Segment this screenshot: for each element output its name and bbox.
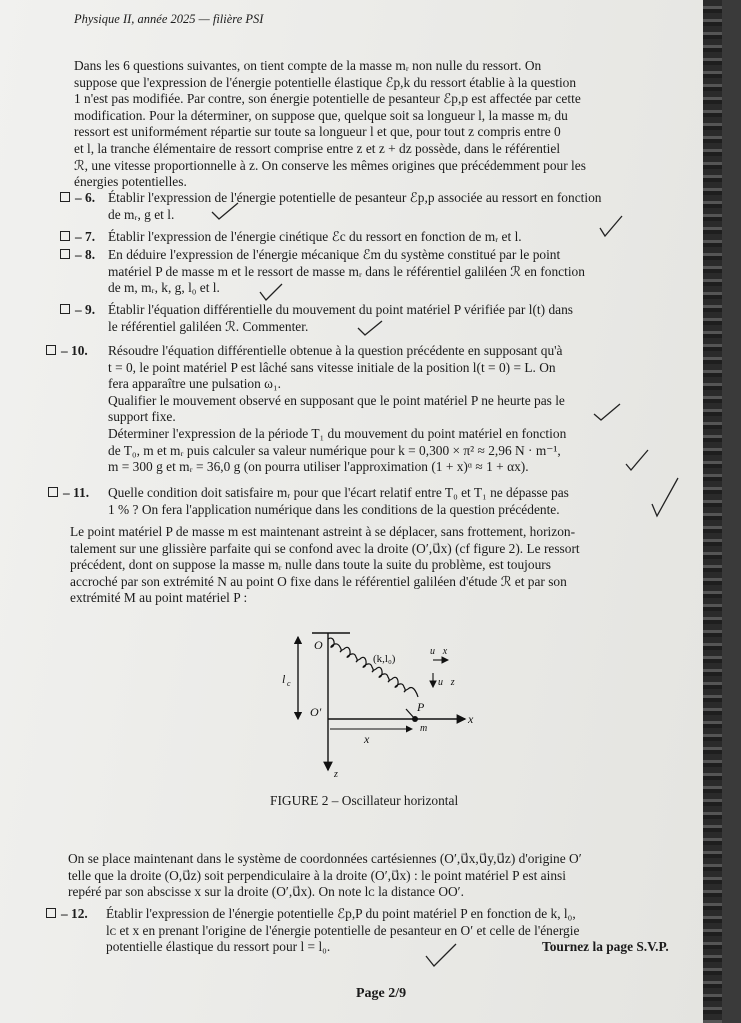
check-mark-icon (592, 400, 622, 422)
question-line: Établir l'expression de l'énergie cinétique ℰc du ressort en fonction de mᵣ et l. (108, 229, 522, 244)
paragraph-line: On se place maintenant dans le système de coordonnées cartésiennes (O′,u⃗x,u⃗y,u⃗z) d'origine O′ (68, 851, 582, 866)
checkbox-icon (60, 231, 70, 241)
question-number: – 7. (75, 229, 96, 244)
mass-point (412, 716, 418, 722)
question-line: de mᵣ, g et l. (108, 206, 175, 222)
question-11 (48, 485, 569, 517)
paragraph-line: accroché par son extrémité N au point O fixe dans le référentiel galiléen d'étude ℛ et par son (70, 573, 567, 589)
question-line: m = 300 g et mᵣ = 36,0 g (on pourra utiliser l'approximation (1 + x)ᵅ ≈ 1 + αx). (108, 459, 529, 475)
check-mark-icon (210, 200, 240, 222)
question-line: le référentiel galiléen ℛ. Commenter. (108, 318, 309, 334)
question-line: Établir l'expression de l'énergie potentielle de pesanteur ℰp,p associée au ressort en fonction (108, 190, 602, 205)
label-ux: u⃗x (430, 646, 448, 657)
question-line: Établir l'expression de l'énergie potentielle ℰp,P du point matériel P en fonction de k, l₀, (106, 906, 576, 921)
paragraph-line: extrémité M au point matériel P : (70, 590, 248, 606)
checkbox-icon (46, 345, 56, 355)
question-9 (60, 302, 573, 334)
checkbox-icon (48, 487, 58, 497)
question-line: Quelle condition doit satisfaire mᵣ pour que l'écart relatif entre T₀ et T₁ ne dépasse pas (108, 485, 569, 500)
checkbox-icon (46, 908, 56, 918)
page-header: Physique II, année 2025 — filière PSI (74, 12, 264, 26)
intro-line: 1 n'est pas modifiée. Par contre, son énergie potentielle de pesanteur ℰp,p est affectée par cette (74, 91, 581, 107)
question-line: potentielle élastique du ressort pour l = l₀. (106, 939, 331, 955)
figure-caption: FIGURE 2 – Oscillateur horizontal (270, 793, 459, 808)
intro-line: Dans les 6 questions suivantes, on tient compte de la masse mᵣ non nulle du ressort. On (74, 58, 542, 73)
question-line: matériel P de masse m et le ressort de masse mᵣ dans le référentiel galiléen ℛ en fonction (108, 263, 585, 279)
label-O: O (314, 638, 323, 652)
question-line: Résoudre l'équation différentielle obtenue à la question précédente en supposant qu'à (108, 343, 563, 358)
question-line: Qualifier le mouvement observé en supposant que le point matériel P ne heurte pas le (108, 392, 565, 408)
question-number: – 11. (63, 485, 90, 500)
question-number: – 6. (75, 190, 96, 205)
question-line: lᴄ et x en prenant l'origine de l'énergie potentielle de pesanteur en O′ et celle de l'énergie (106, 922, 580, 938)
paragraph-line: talement sur une glissière parfaite qui se confond avec la droite (O′,u⃗x) (cf figure 2). Le ressort (70, 540, 580, 556)
paragraph-line: Le point matériel P de masse m est maintenant astreint à se déplacer, sans frottement, horizon- (70, 524, 576, 539)
paragraph-3 (68, 851, 678, 901)
question-number: – 12. (61, 906, 88, 921)
question-12 (46, 906, 580, 955)
label-x-dist: x (364, 732, 370, 746)
check-mark-icon (650, 476, 680, 522)
label-P: P (417, 700, 425, 714)
paragraph-line: précédent, dont on suppose la masse mᵣ nulle dans toute la suite du problème, est toujours (70, 557, 551, 573)
question-line: t = 0, le point matériel P est lâché sans vitesse initiale de la position l(t = 0) = L. On (108, 359, 556, 375)
question-number: – 10. (61, 343, 88, 358)
question-line: Déterminer l'expression de la période T₁ du mouvement du point matériel en fonction (108, 425, 567, 441)
question-6 (60, 190, 602, 222)
label-uz: u⃗z (438, 677, 455, 688)
label-x-axis: x (468, 712, 474, 726)
question-7 (60, 229, 522, 246)
question-line: fera apparaître une pulsation ω₁. (108, 376, 281, 392)
question-10 (46, 343, 567, 475)
check-mark-icon (258, 282, 284, 302)
label-lc: l (282, 672, 286, 686)
page-edge (703, 0, 722, 1023)
intro-paragraph (74, 58, 652, 191)
question-8 (60, 247, 585, 296)
check-mark-icon (356, 318, 384, 338)
intro-line: et l, la tranche élémentaire de ressort comprise entre z et z + dz possède, dans le référentiel (74, 140, 561, 156)
check-mark-icon (424, 942, 458, 968)
spring (328, 638, 418, 697)
intro-line: suppose que l'expression de l'énergie potentielle élastique ℰp,k du ressort établie à la question (74, 74, 577, 90)
label-z-axis: z (334, 769, 338, 780)
question-line: de T₀, m et mᵣ puis calculer sa valeur numérique pour k = 0,300 × π² ≈ 2,96 N · m⁻¹, (108, 442, 561, 458)
page-number: Page 2/9 (356, 986, 407, 1001)
check-mark-icon (624, 448, 650, 472)
paragraph-line: telle que la droite (O,u⃗z) soit perpendiculaire à la droite (O′,u⃗x) : le point matériel P est ainsi (68, 867, 566, 883)
intro-line: énergies potentielles. (74, 174, 187, 190)
check-mark-icon (598, 214, 624, 238)
question-line: 1 % ? On fera l'application numérique dans les conditions de la question précédente. (108, 501, 560, 517)
figure-2-oscillator (270, 625, 490, 785)
paragraph-2 (70, 524, 670, 607)
question-line: support fixe. (108, 409, 176, 425)
intro-line: ℛ, une vitesse proportionnelle à z. On conserve les mêmes origines que précédemment pour les (74, 157, 586, 173)
checkbox-icon (60, 249, 70, 259)
intro-line: ressort est uniformément répartie sur toute sa longueur l et que, pour tout z compris entre 0 (74, 124, 561, 140)
turn-page-note: Tournez la page S.V.P. (542, 939, 669, 954)
question-number: – 8. (75, 247, 96, 262)
label-Oprime: O′ (310, 705, 322, 719)
checkbox-icon (60, 192, 70, 202)
label-spring: (k,l₀) (373, 653, 396, 665)
checkbox-icon (60, 304, 70, 314)
question-line: Établir l'équation différentielle du mouvement du point matériel P vérifiée par l(t) dans (108, 302, 573, 317)
question-line: de m, mᵣ, k, g, l₀ et l. (108, 280, 220, 296)
question-line: En déduire l'expression de l'énergie mécanique ℰm du système constitué par le point (108, 247, 561, 262)
question-number: – 9. (75, 302, 96, 317)
intro-line: modification. Pour la déterminer, on suppose que, quelque soit sa longueur l, la masse mᵣ du (74, 107, 568, 123)
paragraph-line: repéré par son abscisse x sur la droite (O′,u⃗x). On note lᴄ la distance OO′. (68, 884, 464, 900)
label-lc-sub: c (287, 679, 291, 688)
label-m: m (420, 723, 428, 734)
